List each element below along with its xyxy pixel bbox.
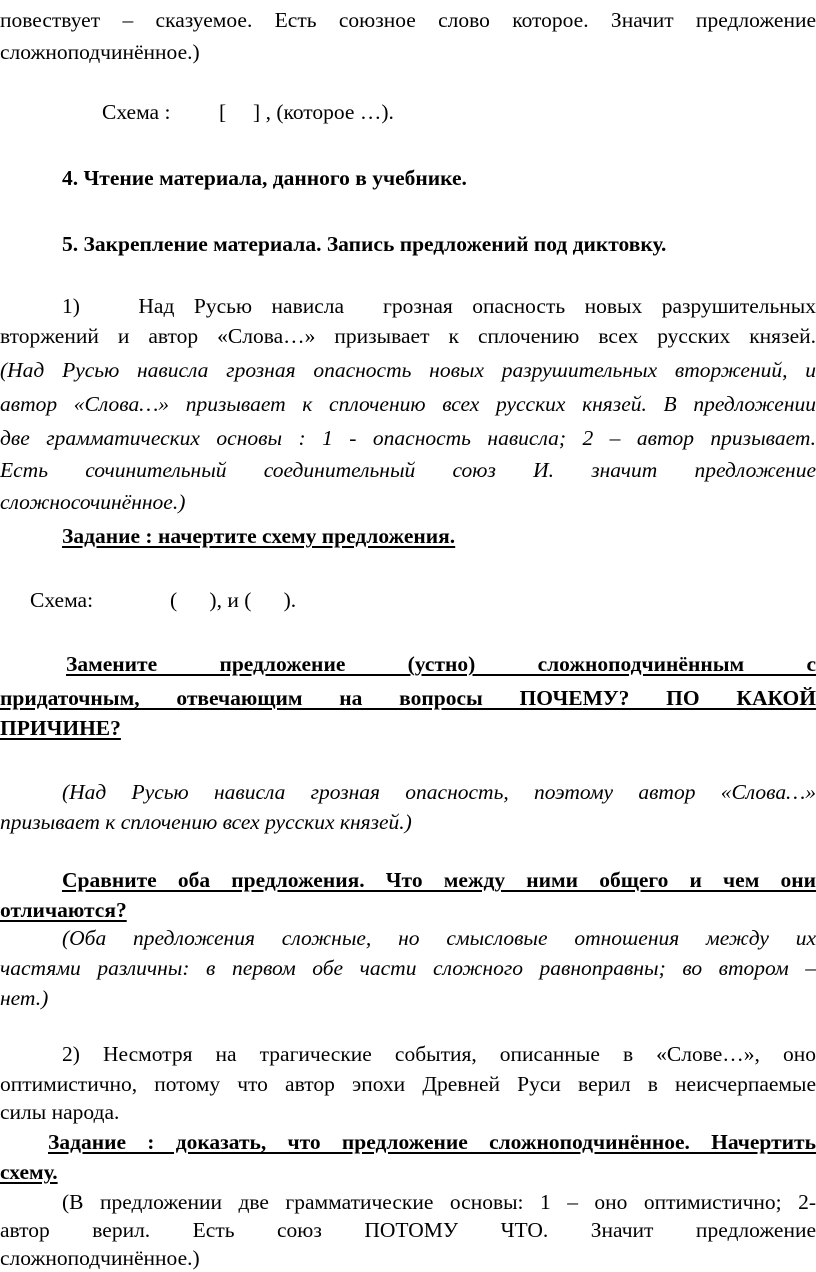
- scheme-value: ( ), и ( ).: [170, 588, 297, 612]
- text-line: повествует – сказуемое. Есть союзное слово которое. Значит предложение: [0, 8, 816, 32]
- sentence-line: 1) Над Русью нависла грозная опасность новых разрушительных: [62, 294, 816, 318]
- task-heading: Задание : начертите схему предложения.: [62, 524, 456, 548]
- scheme-value: [ ] , (которое …).: [219, 100, 394, 124]
- section-heading: 5. Закрепление материала. Запись предложений под диктовку.: [62, 232, 667, 256]
- analysis-line: две грамматических основы : 1 - опасность нависла; 2 – автор призывает.: [0, 426, 816, 450]
- sentence-line: вторжений и автор «Слова…» призывает к сплочению всех русских князей.: [0, 324, 816, 348]
- task-heading: придаточным, отвечающим на вопросы ПОЧЕМУ? ПО КАКОЙ: [0, 686, 816, 710]
- task-heading: отличаются?: [0, 898, 127, 922]
- answer-line: (Над Русью нависла грозная опасность, поэтому автор «Слова…»: [62, 780, 816, 804]
- scheme-label: Схема:: [30, 588, 94, 612]
- analysis-line: (Над Русью нависла грозная опасность новых разрушительных вторжений, и: [0, 358, 816, 382]
- answer-line: нет.): [0, 986, 49, 1010]
- text-line: сложноподчинённое.): [0, 40, 200, 64]
- section-heading: 4. Чтение материала, данного в учебнике.: [62, 166, 467, 190]
- task-heading: схему.: [0, 1160, 58, 1184]
- task-heading: Замените предложение (устно) сложноподчинённым с: [66, 652, 816, 676]
- task-heading: Сравните оба предложения. Что между ними общего и чем они: [62, 868, 816, 892]
- analysis-line: сложносочинённое.): [0, 490, 186, 514]
- task-heading: Задание : доказать, что предложение сложноподчинённое. Начертить: [48, 1130, 816, 1154]
- answer-line: (В предложении две грамматические основы: 1 – оно оптимистично; 2-: [62, 1190, 816, 1214]
- sentence-line: 2) Несмотря на трагические события, описанные в «Слове…», оно: [62, 1042, 816, 1066]
- answer-line: частями различны: в первом обе части сложного равноправны; во втором –: [0, 956, 816, 980]
- answer-line: сложноподчинённое.): [0, 1246, 200, 1270]
- scheme-label: Схема :: [102, 100, 171, 124]
- sentence-line: силы народа.: [0, 1100, 120, 1124]
- answer-line: автор верил. Есть союз ПОТОМУ ЧТО. Значит предложение: [0, 1218, 816, 1242]
- sentence-line: оптимистично, потому что автор эпохи Древней Руси верил в неисчерпаемые: [0, 1072, 816, 1096]
- analysis-line: Есть сочинительный соединительный союз И. значит предложение: [0, 458, 816, 482]
- answer-line: (Оба предложения сложные, но смысловые отношения между их: [62, 926, 816, 950]
- task-heading: ПРИЧИНЕ?: [0, 716, 121, 740]
- answer-line: призывает к сплочению всех русских князей.): [0, 810, 412, 834]
- analysis-line: автор «Слова…» призывает к сплочению всех русских князей. В предложении: [0, 392, 816, 416]
